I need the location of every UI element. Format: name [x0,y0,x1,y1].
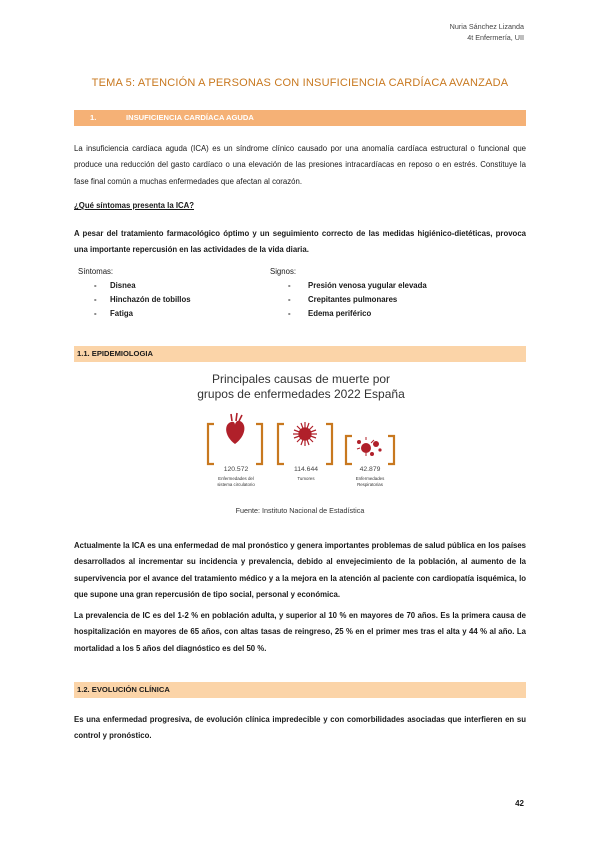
section-number: 1. [90,113,97,122]
list-item: - Disnea [94,281,136,290]
epidemiology-paragraph-2: La prevalencia de IC es del 1-2 % en población adulta, y superior al 10 % en mayores de 70 años. Es la primera causa de hospitalización en mayores de 65 años, con altas tasas de reingreso, 25 % en el primer mes tras el alta y 44 % al año. La mortalidad a los 5 años del diagnóstico es del 50 %. [74,611,526,653]
tumor-cell-icon [293,422,317,446]
heart-icon [226,413,244,444]
clinical-evolution-paragraph: Es una enfermedad progresiva, de evolución clínica impredecible y con comorbilidades asociadas que interfieren en su control y pronóstico. [74,715,526,741]
bracket [256,424,262,464]
bracket [326,424,332,464]
intro-paragraph: La insuficiencia cardíaca aguda (ICA) es un síndrome clínico causado por una anomalía cardíaca estructural o funcional que produce una reducción del gasto cardíaco o una elevación de las presiones intracardíacas en reposo o en estrés. Constituye la fase final común a muchas enfermedades que afectan al corazón. [74,144,526,186]
group-label: Enfermedades del sistema circulatorio [217,476,255,487]
group-value: 114.644 [293,466,319,473]
page-number: 42 [515,799,524,808]
page-header [450,21,524,43]
list-item: - Fatiga [94,309,133,318]
group-label: Tumores [297,476,315,481]
group-label: Enfermedades Respiratorias [355,476,385,487]
list-item: - Presión venosa yugular elevada [288,281,427,290]
section-heading-1-1 [74,346,526,362]
epidemiology-paragraph-1: Actualmente la ICA es una enfermedad de mal pronóstico y genera importantes problemas de salud pública en los países desarrollados al incrementar su incidencia y prevalencia, debido al envejecimiento de la población, al aumento de la supervivencia por el avance del tratamiento médico y a la mejora en la atención al paciente con cardiopatía isquémica, lo que supone una gran repercusión de tipo social, personal y económica. [74,541,526,600]
group-value: 120.572 [223,466,249,473]
bracket [346,436,352,464]
figure-source: Fuente: Instituto Nacional de Estadística [235,506,365,515]
bracket [388,436,394,464]
figure-title: Principales causas de muerte por grupos de enfermedades 2022 España [197,372,405,401]
symptoms-question: ¿Qué síntomas presenta la ICA? [74,201,195,210]
section-title: 1.1. EPIDEMIOLOGIA [77,349,153,358]
list-item: - Crepitantes pulmonares [288,295,398,304]
course-name: 4t Enfermería, UII [467,33,524,42]
symptoms-label: Síntomas: [78,267,114,276]
virus-icon [357,437,382,456]
section-title: INSUFICIENCIA CARDÍACA AGUDA [126,113,254,122]
list-item: - Hinchazón de tobillos [94,295,191,304]
signs-list [270,265,427,321]
mortality-figure [190,372,412,487]
section-heading-1-2 [74,682,526,698]
group-value: 42.879 [359,466,381,473]
bracket [208,424,214,464]
symptoms-list [78,265,191,321]
list-item: - Edema periférico [288,309,372,318]
section-title: 1.2. EVOLUCIÓN CLÍNICA [77,685,170,694]
section-heading-1 [74,110,526,126]
bracket [278,424,284,464]
symptoms-answer: A pesar del tratamiento farmacológico óptimo y un seguimiento correcto de las medidas higiénico-dietéticas, provoca una importante repercusión en las actividades de la vida diaria. [74,229,526,255]
page-title: TEMA 5: ATENCIÓN A PERSONAS CON INSUFICIENCIA CARDÍACA AVANZADA [91,77,509,89]
signs-label: Signos: [270,267,297,276]
author-name: Nuria Sánchez Lizanda [449,22,524,31]
